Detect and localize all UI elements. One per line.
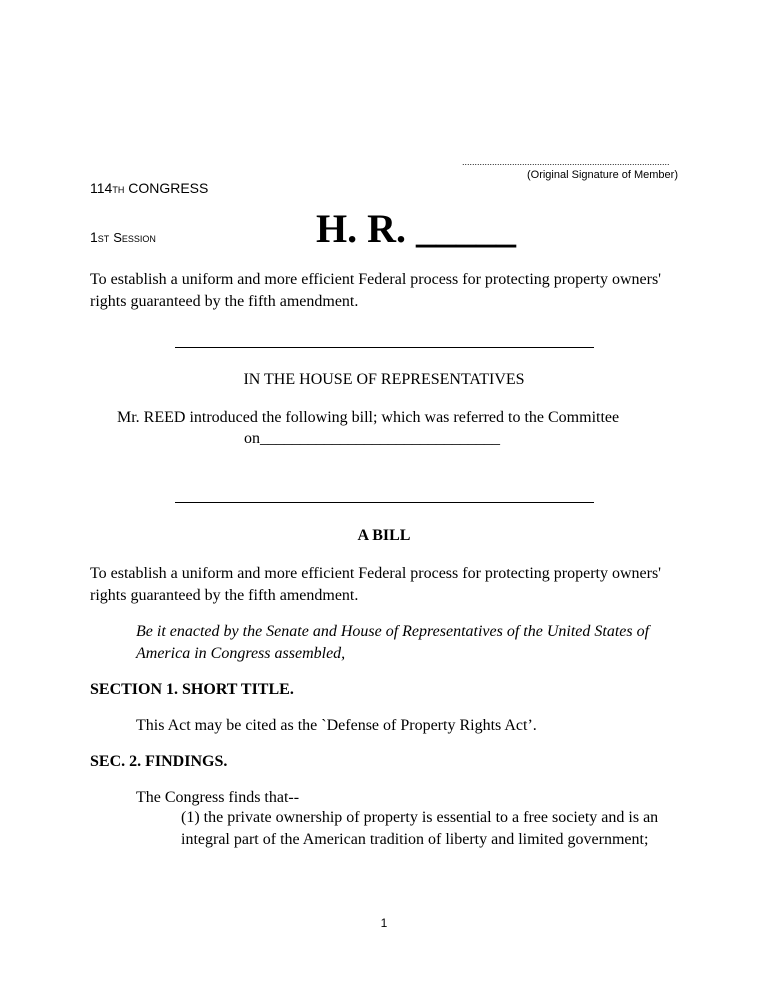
section-2-heading: SEC. 2. FINDINGS.	[90, 753, 228, 770]
introduction-line-2: on______________________________	[244, 430, 500, 447]
bill-purpose: To establish a uniform and more efficient Federal process for protecting property owners' rights guaranteed by the fifth amendment.	[90, 565, 662, 604]
signature-line: ...................................................................................	[462, 157, 670, 167]
section-1-heading: SECTION 1. SHORT TITLE.	[90, 681, 294, 698]
session-label: 1ST SESSION	[90, 229, 156, 245]
enacting-clause: Be it enacted by the Senate and House of Representatives of the United States of America in Congress assembled,	[136, 623, 650, 662]
page-number: 1	[380, 916, 388, 930]
intro-purpose: To establish a uniform and more efficient Federal process for protecting property owners' rights guaranteed by the fifth amendment.	[90, 271, 662, 310]
signature-label: (Original Signature of Member)	[526, 169, 678, 181]
divider-rule-bottom	[175, 502, 594, 503]
section-1-text: This Act may be cited as the `Defense of Property Rights Act’.	[136, 717, 537, 734]
introduction-line-1: Mr. REED introduced the following bill; which was referred to the Committee	[117, 409, 620, 426]
bill-number: H. R. _____	[316, 206, 516, 251]
house-heading: IN THE HOUSE OF REPRESENTATIVES	[243, 371, 525, 388]
congress-label: 114TH CONGRESS	[90, 180, 209, 196]
bill-heading: A BILL	[357, 527, 411, 544]
divider-rule-top	[175, 347, 594, 348]
finding-1: (1) the private ownership of property is essential to a free society and is an integral part of the American tradition of liberty and limited government;	[181, 809, 659, 848]
section-2-intro: The Congress finds that--	[136, 789, 300, 806]
